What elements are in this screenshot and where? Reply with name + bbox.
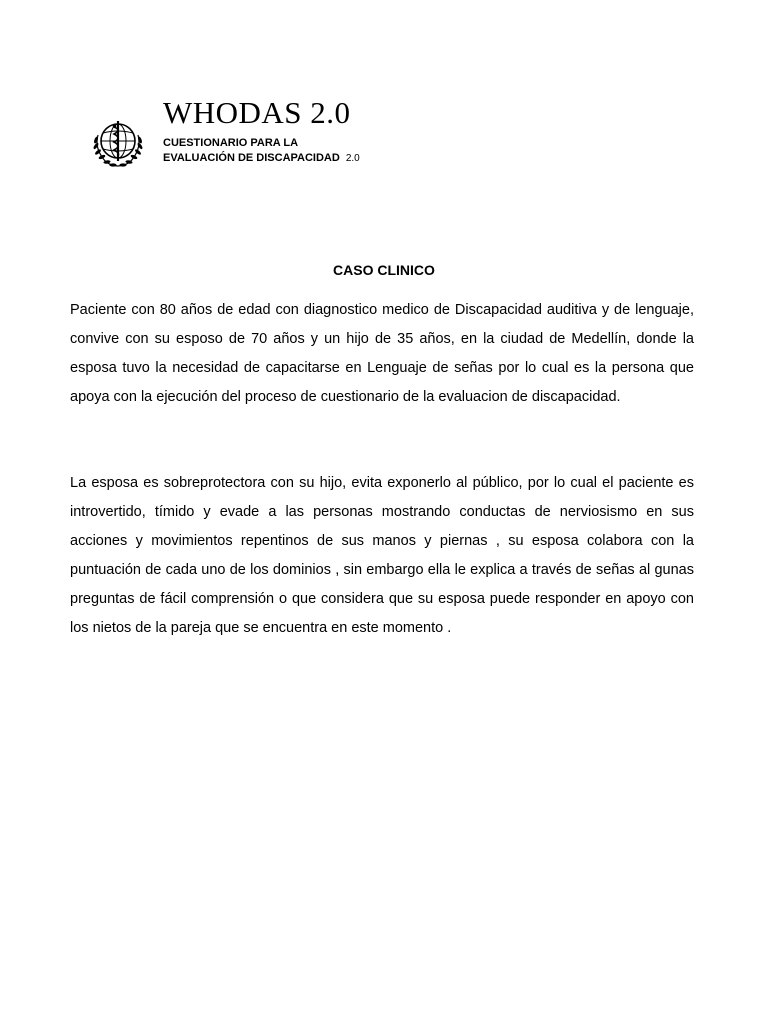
form-subtitle-line-1: CUESTIONARIO PARA LA xyxy=(163,137,299,149)
form-subtitle-version: 2.0 xyxy=(345,153,360,164)
form-title: WHODAS 2.0 xyxy=(163,95,351,130)
case-paragraph-1: Paciente con 80 años de edad con diagnostico medico de Discapacidad auditiva y de lenguaje, convive con su esposo de 70 años y un hijo de 35 años, en la ciudad de Medellín, donde la esposa tuvo la necesidad de capacitarse en Lenguaje de señas por lo cual es la persona que apoya con la ejecución del proceso de cuestionario de la evaluacion de discapacidad. xyxy=(70,302,694,405)
form-subtitle-text: EVALUACIÓN DE DISCAPACIDAD xyxy=(163,152,340,164)
case-title: CASO CLINICO xyxy=(333,262,435,278)
who-emblem-icon xyxy=(88,113,148,173)
case-paragraph-2: La esposa es sobreprotectora con su hijo, evita exponerlo al público, por lo cual el paciente es introvertido, tímido y evade a las personas mostrando conductas de nerviosismo en sus acciones y movimientos repentinos de sus manos y piernas , su esposa colabora con la puntuación de cada uno de los dominios , sin embargo ella le explica a través de señas al gunas preguntas de fácil comprensión o que considera que su esposa puede responder en apoyo con los nietos de la pareja que se encuentra en este momento . xyxy=(70,475,694,636)
form-subtitle-line-2 xyxy=(163,153,360,164)
